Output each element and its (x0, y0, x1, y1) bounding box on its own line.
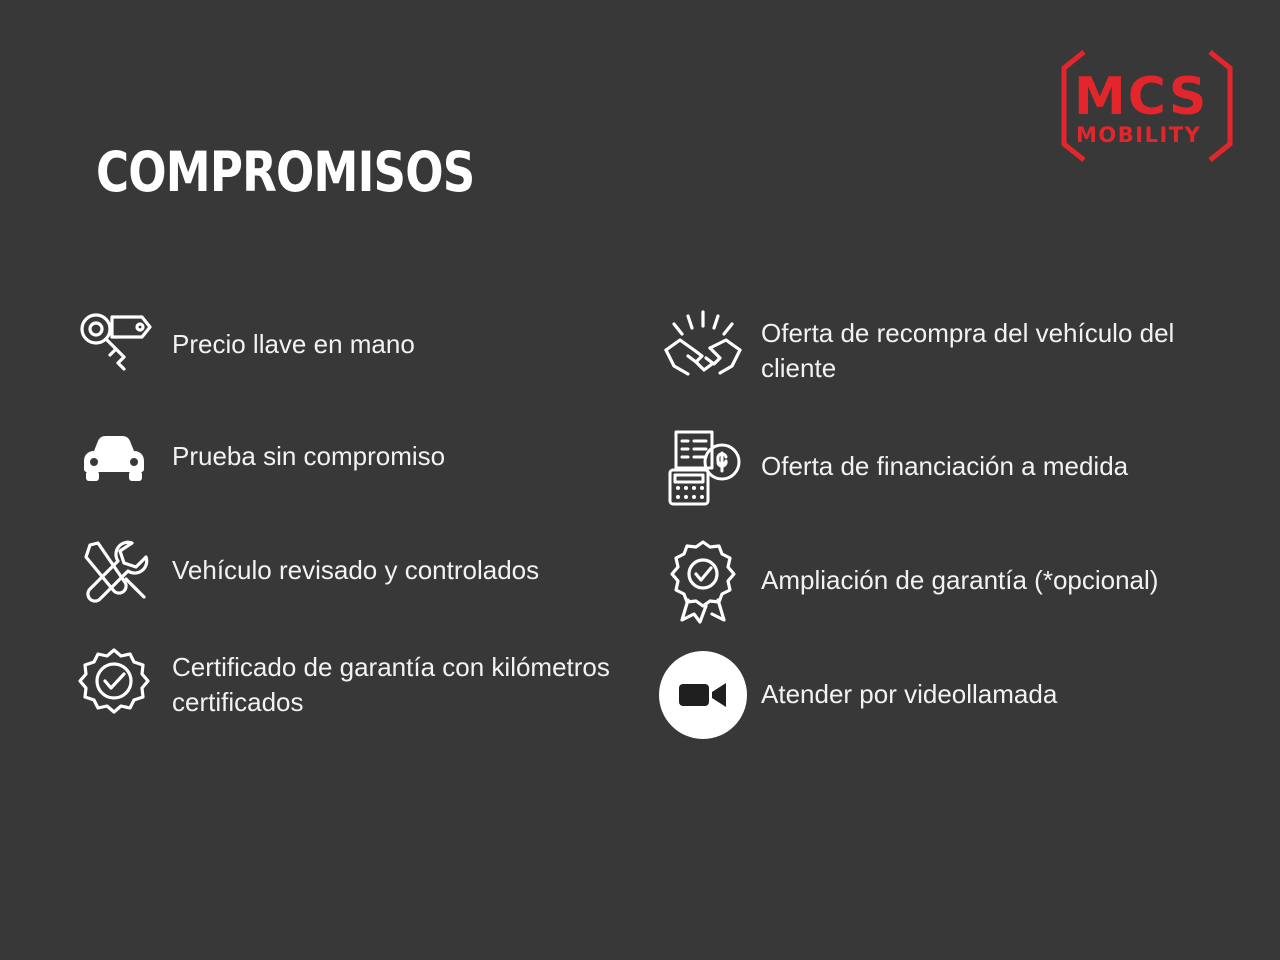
video-camera-icon (655, 647, 751, 743)
list-item (655, 522, 1255, 640)
list-item (66, 514, 626, 628)
check-badge-icon (66, 637, 162, 733)
list-item-label: Precio llave en mano (172, 329, 415, 360)
handshake-icon (655, 303, 751, 399)
tools-icon (66, 523, 162, 619)
commitments-right-column (655, 290, 1255, 750)
list-item-label: Ampliación de garantía (*opcional) (761, 565, 1159, 596)
list-item-label: Oferta de recompra del vehículo del cliente (761, 317, 1175, 383)
svg-text:MOBILITY: MOBILITY (1076, 123, 1202, 147)
key-tag-icon (66, 297, 162, 393)
list-item-label: Oferta de financiación a medida (761, 451, 1129, 482)
list-item (655, 290, 1255, 412)
list-item-label: Atender por videollamada (761, 679, 1058, 710)
list-item (66, 400, 626, 514)
page-title: COMPROMISOS (96, 140, 475, 204)
svg-text:MCS: MCS (1074, 67, 1209, 127)
award-ribbon-icon (655, 533, 751, 629)
list-item (66, 290, 626, 400)
list-item-label: Prueba sin compromiso (172, 441, 446, 472)
commitments-left-column (66, 290, 626, 742)
mcs-mobility-logo (1050, 46, 1240, 166)
list-item (655, 640, 1255, 750)
car-icon (66, 409, 162, 505)
list-item (655, 412, 1255, 522)
calculator-invoice-icon (655, 419, 751, 515)
list-item-label: Certificado de garantía con kilómetros certificados (172, 651, 610, 717)
list-item-label: Vehículo revisado y controlados (172, 555, 540, 586)
list-item (66, 628, 626, 742)
